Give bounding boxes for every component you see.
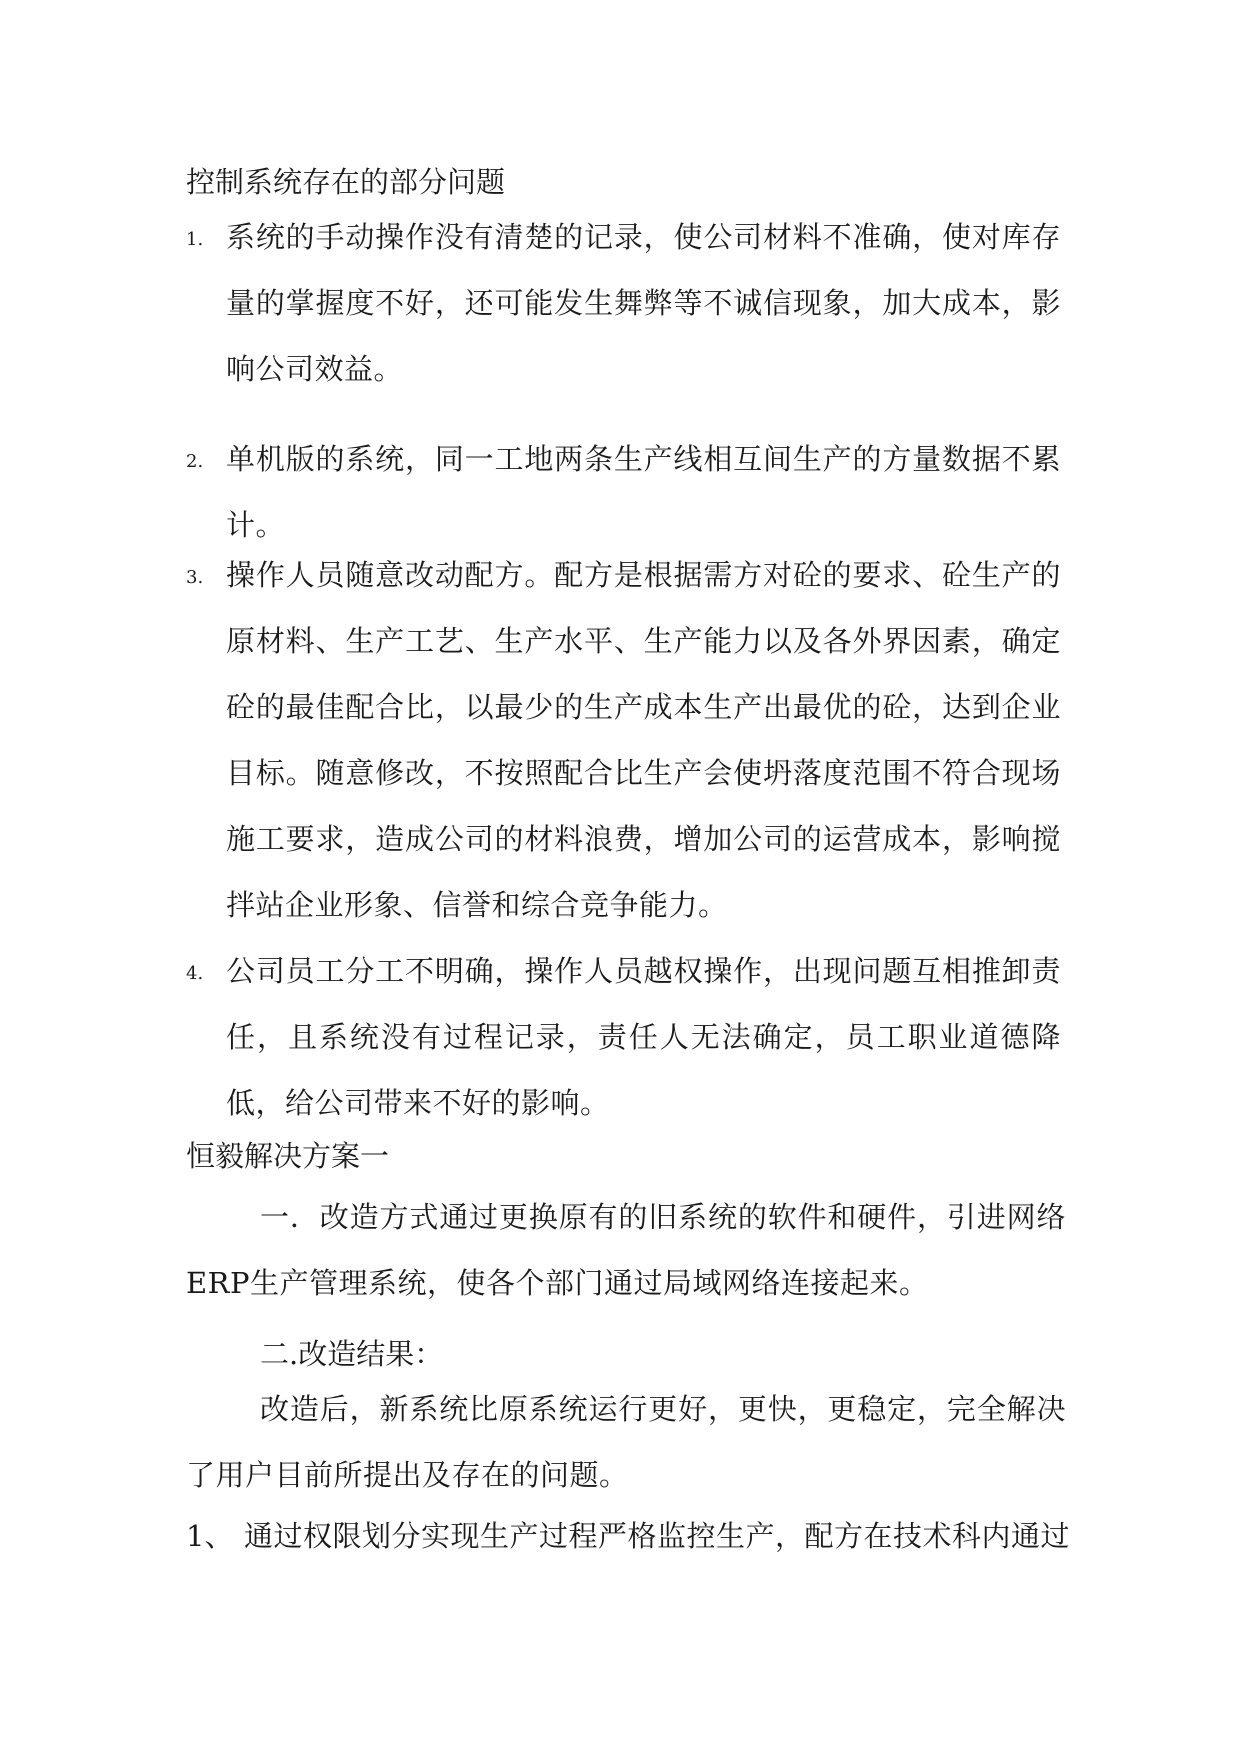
item-text: 系统的手动操作没有清楚的记录，使公司材料不准确，使对库存量的掌握度不好，还可能发生舞弊等不诚信现象，加大成本，影响公司效益。	[226, 220, 1061, 386]
item-number: 1.	[186, 229, 204, 250]
solution-result-label: 二.改造结果：	[260, 1337, 444, 1371]
item-text: 单机版的系统，同一工地两条生产线相互间生产的方量数据不累计。	[226, 442, 1061, 542]
solution-paragraph-result: 改造后，新系统比原系统运行更好，更快，更稳定，完全解决了用户目前所提出及存在的问题。	[186, 1392, 1066, 1492]
item-text: 操作人员随意改动配方。配方是根据需方对砼的要求、砼生产的原材料、生产工艺、生产水平、生产能力以及各外界因素，确定砼的最佳配合比，以最少的生产成本生产出最优的砼，达到企业目标。随意修改，不按照配合比生产会使坍落度范围不符合现场施工要求，造成公司的材料浪费，增加公司的运营成本，影响搅拌站企业形象、信誉和综合竞争能力。	[226, 558, 1061, 922]
item-number: 1、	[186, 1519, 234, 1553]
item-text: 公司员工分工不明确，操作人员越权操作，出现问题互相推卸责任，且系统没有过程记录，责任人无法确定，员工职业道德降低，给公司带来不好的影响。	[226, 954, 1061, 1120]
section-heading-solution: 恒毅解决方案一	[186, 1139, 390, 1173]
item-number: 2.	[186, 451, 204, 472]
solution-paragraph-method: 一．改造方式通过更换原有的旧系统的软件和硬件，引进网络ERP生产管理系统，使各个部门通过局域网络连接起来。	[186, 1200, 1066, 1300]
item-number: 3.	[186, 567, 204, 588]
section-heading-problems: 控制系统存在的部分问题	[186, 165, 506, 199]
item-number: 4.	[186, 963, 204, 984]
item-text: 通过权限划分实现生产过程严格监控生产，配方在技术科内通过	[244, 1519, 1071, 1553]
